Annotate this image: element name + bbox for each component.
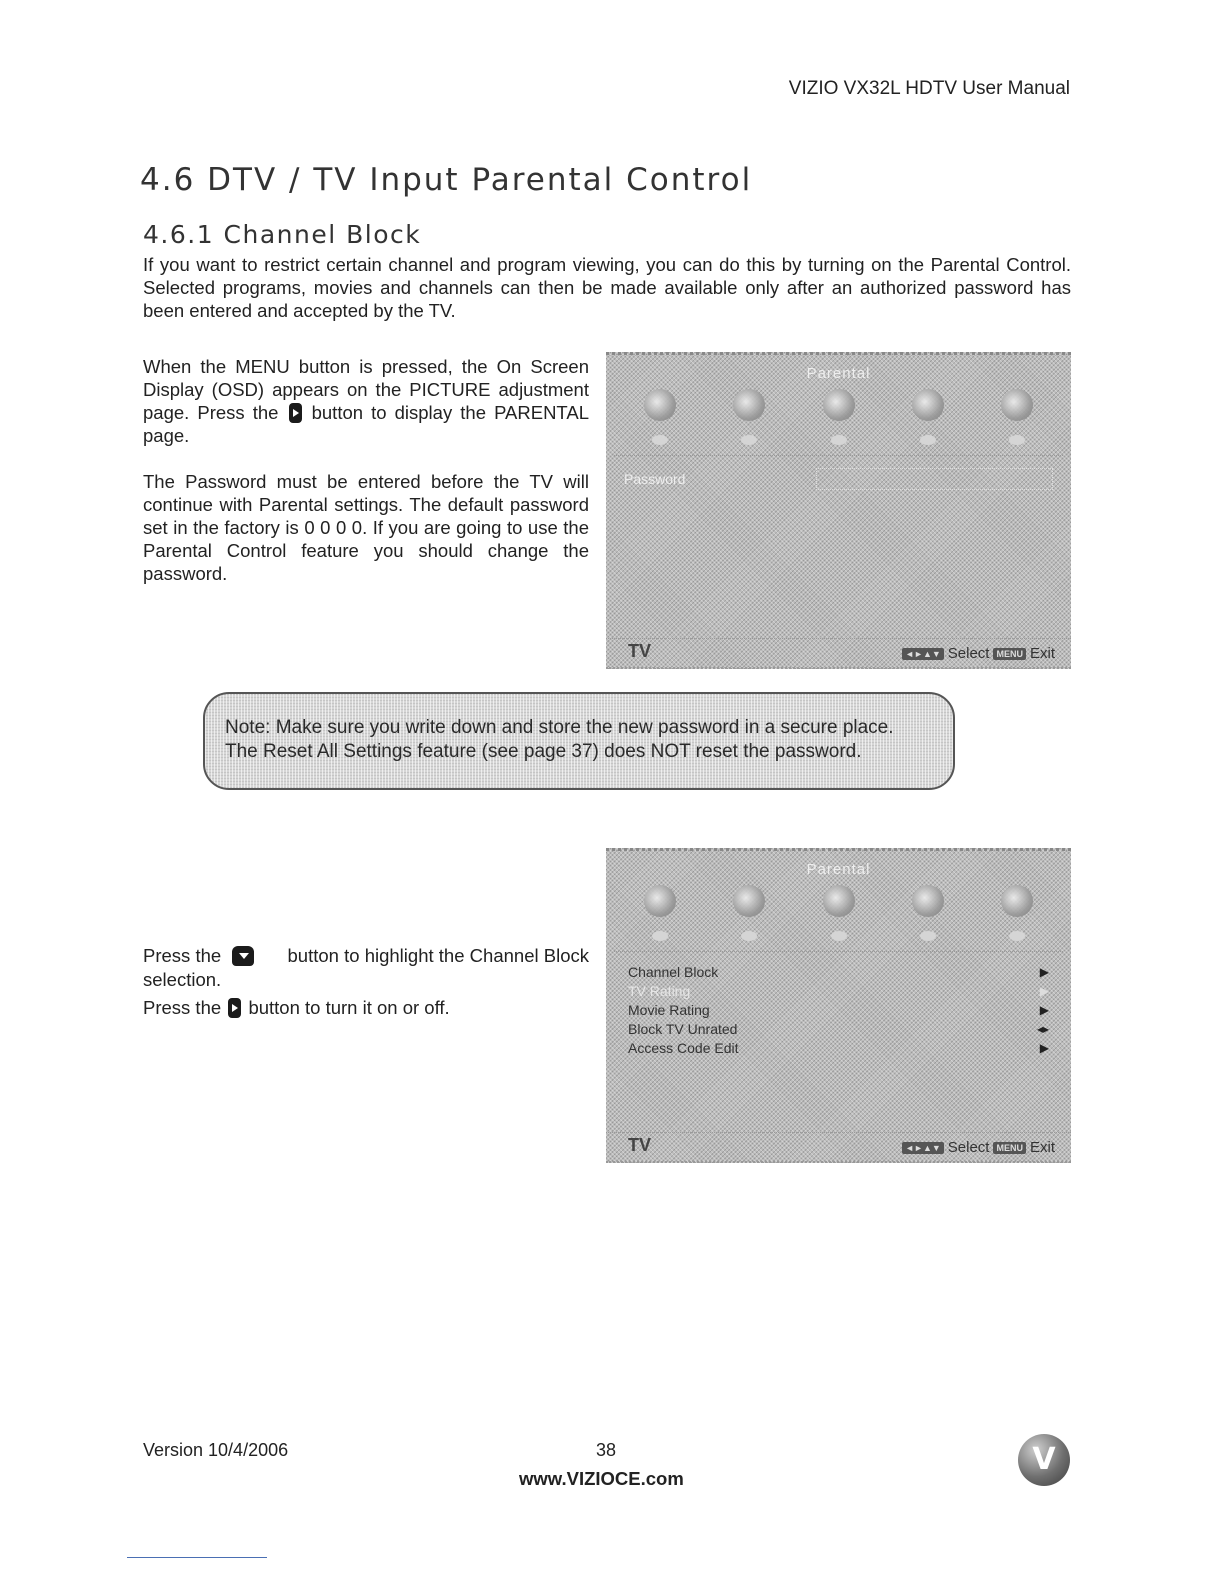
left-right-arrow-icon: ◂▸ <box>1036 1022 1049 1036</box>
intro-paragraph: If you want to restrict certain channel and program viewing, you can do this by turning on the Parental Control. Selected programs, movies and channels can then be made available only after an authorized password has been entered and accepted by the TV. <box>143 254 1071 321</box>
setup-menu-icon <box>904 385 952 447</box>
menu-item-tv-rating[interactable]: TV Rating ▶ <box>628 983 1049 999</box>
section-title: 4.6 DTV / TV Input Parental Control <box>140 162 753 198</box>
osd-key-hints <box>902 645 1055 662</box>
step2-line2-after: button to turn it on or off. <box>248 997 450 1018</box>
menu-key: MENU <box>993 648 1026 660</box>
exit-hint: Exit <box>1029 645 1055 662</box>
note-box <box>203 692 955 790</box>
exit-hint: Exit <box>1029 1139 1055 1156</box>
osd-key-hints <box>902 1139 1055 1156</box>
menu-item-block-tv-unrated[interactable]: Block TV Unrated ◂▸ <box>628 1021 1049 1037</box>
step2-text <box>143 944 589 1020</box>
right-arrow-button-icon <box>289 403 302 423</box>
right-arrow-icon: ▶ <box>1039 984 1049 998</box>
osd-status-bar <box>606 638 1071 667</box>
tv-menu-icon <box>815 385 863 447</box>
footer-url[interactable]: www.VIZIOCE.com <box>519 1468 684 1489</box>
osd-divider <box>614 951 1063 952</box>
menu-key: MENU <box>993 1142 1026 1154</box>
picture-menu-icon <box>636 385 684 447</box>
osd-title: Parental <box>806 861 871 878</box>
parental-menu-list <box>628 963 1049 1058</box>
menu-item-movie-rating[interactable]: Movie Rating ▶ <box>628 1002 1049 1018</box>
nav-keys-icon: ◄►▲▼ <box>902 1142 944 1154</box>
input-source: TV <box>628 641 652 661</box>
password-label: Password <box>624 471 686 487</box>
step2-line-2 <box>143 996 589 1020</box>
osd-menu-icons <box>636 881 1041 943</box>
picture-menu-icon <box>636 881 684 943</box>
right-arrow-icon: ▶ <box>1039 1041 1049 1055</box>
osd-screen-parental-menu <box>606 848 1071 1163</box>
subsection-title: 4.6.1 Channel Block <box>143 220 422 249</box>
note-line-2: The Reset All Settings feature (see page 37) does NOT reset the password. <box>225 741 862 762</box>
right-arrow-icon: ▶ <box>1039 1003 1049 1017</box>
osd-menu-icons <box>636 385 1041 447</box>
parental-menu-icon <box>993 881 1041 943</box>
menu-item-access-code-edit[interactable]: Access Code Edit ▶ <box>628 1040 1049 1056</box>
osd-title: Parental <box>806 365 871 382</box>
step1-text-after: button to display the PARENTAL page. <box>143 402 589 446</box>
step1-text-before: When the MENU button is pressed, the On Screen Display (OSD) appears on the PICTURE adjustment page. Press the <box>143 356 589 423</box>
nav-keys-icon: ◄►▲▼ <box>902 648 944 660</box>
parental-menu-icon <box>993 385 1041 447</box>
running-header: VIZIO VX32L HDTV User Manual <box>788 78 1070 99</box>
audio-menu-icon <box>725 385 773 447</box>
vizio-logo-icon: V <box>1018 1434 1070 1486</box>
step1-text <box>143 355 589 585</box>
bottom-rule <box>127 1557 267 1558</box>
audio-menu-icon <box>725 881 773 943</box>
right-arrow-icon: ▶ <box>1039 965 1049 979</box>
footer-version: Version 10/4/2006 <box>143 1440 289 1460</box>
step2-line1-before: Press the <box>143 945 222 966</box>
select-hint: Select <box>947 1139 990 1156</box>
page-number: 38 <box>596 1440 617 1460</box>
right-arrow-button-icon <box>228 998 241 1018</box>
step2-line1-after: button to highlight the Channel Block selection. <box>143 945 589 990</box>
setup-menu-icon <box>904 881 952 943</box>
osd-screen-password <box>606 352 1071 669</box>
password-field[interactable] <box>816 468 1053 490</box>
step1-paragraph-1 <box>143 355 589 447</box>
note-text <box>225 716 935 764</box>
note-line-1: Note: Make sure you write down and store the new password in a secure place. <box>225 717 894 738</box>
step2-line-1 <box>143 944 589 992</box>
step2-line2-before: Press the <box>143 997 222 1018</box>
down-arrow-button-icon <box>232 946 254 966</box>
osd-status-bar <box>606 1132 1071 1161</box>
input-source: TV <box>628 1135 652 1155</box>
step1-paragraph-2: The Password must be entered before the TV will continue with Parental settings. The default password set in the factory is 0 0 0 0. If you are going to use the Parental Control feature you should change the password. <box>143 471 589 584</box>
tv-menu-icon <box>815 881 863 943</box>
select-hint: Select <box>947 645 990 662</box>
osd-divider <box>614 455 1063 456</box>
menu-item-channel-block[interactable]: Channel Block ▶ <box>628 964 1049 980</box>
